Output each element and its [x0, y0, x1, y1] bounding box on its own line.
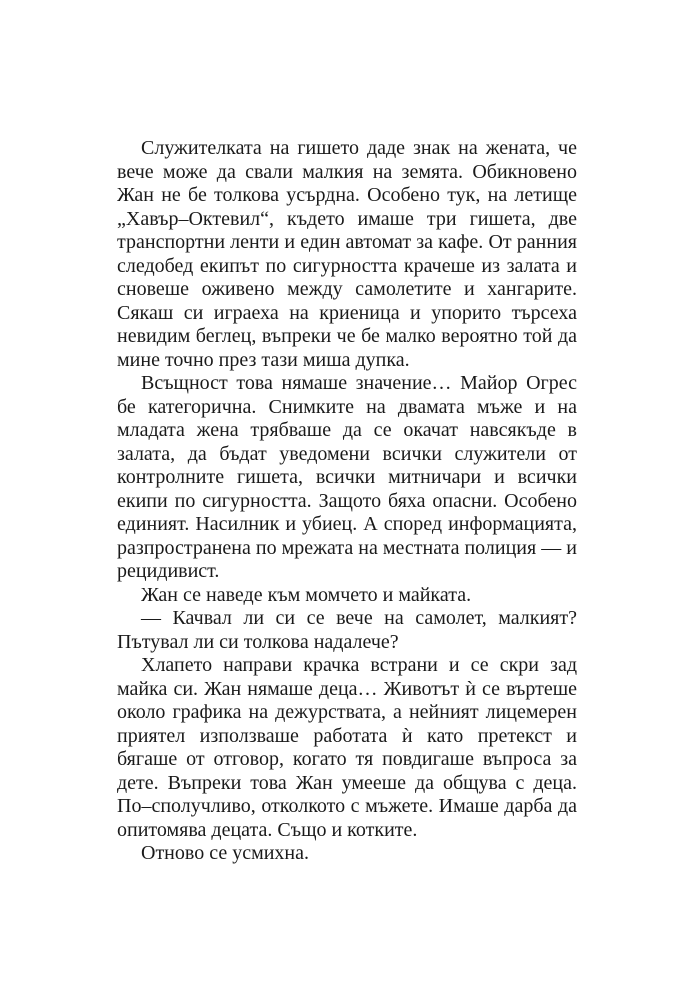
paragraph-1-line-2: вече може да свали малкия на земята. Обикновено [117, 160, 577, 183]
paragraph-2-line-4: залата, да бъдат уведомени всички служители от [117, 442, 577, 465]
paragraph-1-line-3: Жан не бе толкова усърдна. Особено тук, на летище [117, 184, 577, 206]
paragraph-2-line-6: екипи по сигурността. Защото бяха опасни. Особено [117, 489, 577, 512]
paragraph-2-line-7: единият. Насилник и убиец. А според информацията, [117, 513, 577, 535]
paragraph-2-line-3: младата жена трябваше да се окачат навсякъде в [117, 419, 577, 441]
paragraph-2-line-8: разпространена по мрежата на местната полиция — и [117, 536, 577, 559]
paragraph-2-line-2: бе категорична. Снимките на двамата мъже и на [117, 395, 577, 418]
paragraph-5-line-3: около графика на дежурствата, а нейният лицемерен [117, 701, 577, 723]
paragraph-4-line-2: Пътувал ли си толкова надалече? [117, 630, 399, 653]
paragraph-5-line-2: майка си. Жан нямаше деца… Животът ѝ се въртеше [117, 677, 577, 700]
paragraph-1-line-8: Сякаш си играеха на криеница и упорито търсеха [117, 301, 577, 324]
paragraph-1-line-5: транспортни ленти и един автомат за кафе. От ранния [117, 231, 577, 253]
paragraph-1-line-6: следобед екипът по сигурността крачеше из залата и [117, 254, 577, 277]
paragraph-1-line-9: невидим беглец, въпреки че бе малко вероятно той да [117, 325, 577, 347]
paragraph-1-line-1: Служителката на гишето даде знак на жената, че [141, 137, 577, 159]
paragraph-4-line-1: — Качвал ли си се вече на самолет, малкият? [141, 607, 577, 629]
paragraph-3-line-1: Жан се наведе към момчето и майката. [141, 583, 472, 606]
paragraph-5-line-1: Хлапето направи крачка встрани и се скри зад [141, 654, 577, 676]
paragraph-5-line-5: бягаше от отговор, когато тя повдигаше въпроса за [117, 748, 577, 770]
paragraph-5-line-8: опитомява децата. Също и котките. [117, 818, 418, 841]
paragraph-5-line-4: приятел използваше работата ѝ като претекст и [117, 724, 577, 747]
body-text [117, 137, 577, 866]
paragraph-2-line-1: Всъщност това нямаше значение… Майор Огрес [141, 372, 577, 394]
paragraph-1-line-10: мине точно през тази миша дупка. [117, 348, 410, 371]
paragraph-6-line-1: Отново се усмихна. [141, 842, 310, 864]
paragraph-1-line-4: „Хавър–Октевил“, където имаше три гишета, две [117, 207, 577, 230]
paragraph-5-line-6: дете. Въпреки това Жан умееше да общува с деца. [117, 771, 577, 794]
paragraph-2-line-5: контролните гишета, всички митничари и всички [117, 466, 577, 488]
paragraph-5-line-7: По–сполучливо, отколкото с мъжете. Имаше дарба да [117, 795, 577, 817]
paragraph-2-line-9: рецидивист. [117, 560, 220, 582]
paragraph-1-line-7: сновеше оживено между самолетите и хангарите. [117, 278, 577, 300]
